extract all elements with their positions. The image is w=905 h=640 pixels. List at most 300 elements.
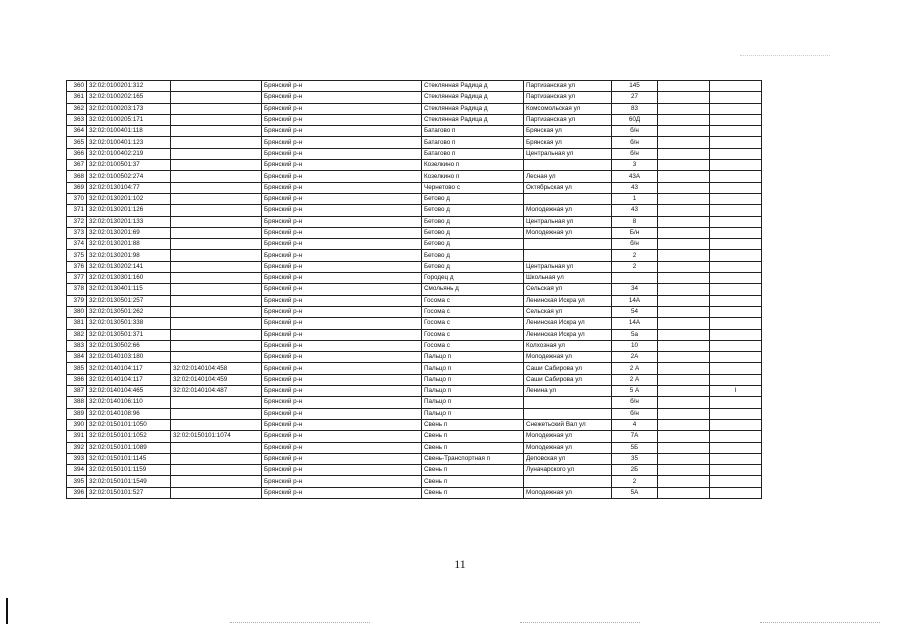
- table-row: [67, 487, 762, 498]
- street-cell: Партизанская ул: [524, 81, 612, 92]
- scan-artifact-bottom: [230, 622, 370, 624]
- district-cell: Брянский р-н: [262, 92, 422, 103]
- linked-cadastral-number-cell: [171, 114, 262, 125]
- extra-col-1-cell: [658, 295, 710, 306]
- extra-col-2-cell: [710, 216, 762, 227]
- cadastral-number-cell: 32:02:0150101:1159: [87, 465, 171, 476]
- settlement-cell: Пальцо п: [422, 374, 524, 385]
- cadastral-number-cell: 32:02:0130501:257: [87, 295, 171, 306]
- extra-col-2-cell: [710, 273, 762, 284]
- street-cell: Сельская ул: [524, 306, 612, 317]
- house-number-cell: 10: [612, 340, 658, 351]
- linked-cadastral-number-cell: [171, 137, 262, 148]
- settlement-cell: Городец д: [422, 273, 524, 284]
- cadastral-number-cell: 32:02:0140108:96: [87, 408, 171, 419]
- district-cell: Брянский р-н: [262, 193, 422, 204]
- row-number-cell: 366: [67, 148, 87, 159]
- scan-edge-mark: [6, 598, 8, 624]
- extra-col-2-cell: [710, 487, 762, 498]
- district-cell: Брянский р-н: [262, 408, 422, 419]
- street-cell: Брянская ул: [524, 137, 612, 148]
- linked-cadastral-number-cell: [171, 239, 262, 250]
- extra-col-2-cell: [710, 408, 762, 419]
- linked-cadastral-number-cell: 32:02:0140104:459: [171, 374, 262, 385]
- extra-col-2-cell: [710, 318, 762, 329]
- street-cell: [524, 160, 612, 171]
- settlement-cell: Батагово п: [422, 137, 524, 148]
- extra-col-1-cell: [658, 386, 710, 397]
- extra-col-1-cell: [658, 487, 710, 498]
- row-number-cell: 361: [67, 92, 87, 103]
- linked-cadastral-number-cell: [171, 295, 262, 306]
- district-cell: Брянский р-н: [262, 465, 422, 476]
- linked-cadastral-number-cell: [171, 92, 262, 103]
- street-cell: Деповская ул: [524, 453, 612, 464]
- row-number-cell: 384: [67, 352, 87, 363]
- table-row: [67, 239, 762, 250]
- cadastral-number-cell: 32:02:0140104:117: [87, 363, 171, 374]
- cadastral-number-cell: 32:02:0150101:1089: [87, 442, 171, 453]
- district-cell: Брянский р-н: [262, 295, 422, 306]
- settlement-cell: Козелкино п: [422, 171, 524, 182]
- table-row: [67, 205, 762, 216]
- table-row: [67, 431, 762, 442]
- house-number-cell: 8: [612, 216, 658, 227]
- extra-col-2-cell: [710, 431, 762, 442]
- linked-cadastral-number-cell: [171, 453, 262, 464]
- settlement-cell: Госома с: [422, 295, 524, 306]
- street-cell: Саши Сабирова ул: [524, 374, 612, 385]
- cadastral-number-cell: 32:02:0140104:465: [87, 386, 171, 397]
- cadastral-number-cell: 32:02:0150101:527: [87, 487, 171, 498]
- table-row: [67, 182, 762, 193]
- district-cell: Брянский р-н: [262, 126, 422, 137]
- district-cell: Брянский р-н: [262, 81, 422, 92]
- cadastral-number-cell: 32:02:0100203:173: [87, 103, 171, 114]
- row-number-cell: 368: [67, 171, 87, 182]
- linked-cadastral-number-cell: [171, 419, 262, 430]
- extra-col-1-cell: [658, 216, 710, 227]
- scan-artifact-bottom: [520, 622, 640, 624]
- row-number-cell: 385: [67, 363, 87, 374]
- extra-col-1-cell: [658, 92, 710, 103]
- cadastral-number-cell: 32:02:0130201:133: [87, 216, 171, 227]
- extra-col-1-cell: [658, 431, 710, 442]
- house-number-cell: 60Д: [612, 114, 658, 125]
- street-cell: Школьная ул: [524, 273, 612, 284]
- cadastral-number-cell: 32:02:0100202:165: [87, 92, 171, 103]
- settlement-cell: Бетово д: [422, 193, 524, 204]
- scan-artifact-top: [740, 55, 830, 57]
- house-number-cell: 5А: [612, 487, 658, 498]
- row-number-cell: 364: [67, 126, 87, 137]
- street-cell: [524, 408, 612, 419]
- row-number-cell: 362: [67, 103, 87, 114]
- row-number-cell: 389: [67, 408, 87, 419]
- district-cell: Брянский р-н: [262, 103, 422, 114]
- cadastral-number-cell: 32:02:0130201:98: [87, 250, 171, 261]
- extra-col-1-cell: [658, 239, 710, 250]
- linked-cadastral-number-cell: [171, 250, 262, 261]
- linked-cadastral-number-cell: [171, 171, 262, 182]
- extra-col-1-cell: [658, 103, 710, 114]
- extra-col-2-cell: [710, 476, 762, 487]
- linked-cadastral-number-cell: [171, 397, 262, 408]
- row-number-cell: 375: [67, 250, 87, 261]
- house-number-cell: 43: [612, 205, 658, 216]
- cadastral-number-cell: 32:02:0100401:123: [87, 137, 171, 148]
- house-number-cell: 2: [612, 476, 658, 487]
- extra-col-1-cell: [658, 171, 710, 182]
- district-cell: Брянский р-н: [262, 137, 422, 148]
- street-cell: Молодежная ул: [524, 431, 612, 442]
- street-cell: Комсомольская ул: [524, 103, 612, 114]
- cadastral-number-cell: 32:02:0100205:171: [87, 114, 171, 125]
- extra-col-1-cell: [658, 250, 710, 261]
- cadastral-number-cell: 32:02:0100201:312: [87, 81, 171, 92]
- cadastral-number-cell: 32:02:0130301:160: [87, 273, 171, 284]
- table-row: [67, 419, 762, 430]
- linked-cadastral-number-cell: [171, 126, 262, 137]
- settlement-cell: Свень п: [422, 419, 524, 430]
- street-cell: Снежетьский Вал ул: [524, 419, 612, 430]
- district-cell: Брянский р-н: [262, 442, 422, 453]
- extra-col-2-cell: [710, 250, 762, 261]
- row-number-cell: 393: [67, 453, 87, 464]
- settlement-cell: Бетово д: [422, 205, 524, 216]
- extra-col-1-cell: [658, 465, 710, 476]
- linked-cadastral-number-cell: 32:02:0150101:1074: [171, 431, 262, 442]
- linked-cadastral-number-cell: [171, 352, 262, 363]
- settlement-cell: Пальцо п: [422, 408, 524, 419]
- extra-col-1-cell: [658, 408, 710, 419]
- extra-col-2-cell: [710, 340, 762, 351]
- street-cell: Центральная ул: [524, 148, 612, 159]
- extra-col-2-cell: [710, 92, 762, 103]
- register-table: [66, 80, 762, 499]
- house-number-cell: 7А: [612, 431, 658, 442]
- table-row: [67, 306, 762, 317]
- cadastral-number-cell: 32:02:0130201:69: [87, 227, 171, 238]
- house-number-cell: 2Б: [612, 465, 658, 476]
- cadastral-number-cell: 32:02:0140103:180: [87, 352, 171, 363]
- row-number-cell: 390: [67, 419, 87, 430]
- extra-col-1-cell: [658, 273, 710, 284]
- extra-col-2-cell: [710, 114, 762, 125]
- extra-col-1-cell: [658, 126, 710, 137]
- street-cell: Молодежная ул: [524, 442, 612, 453]
- extra-col-2-cell: [710, 126, 762, 137]
- extra-col-1-cell: [658, 261, 710, 272]
- linked-cadastral-number-cell: [171, 340, 262, 351]
- settlement-cell: Свень п: [422, 487, 524, 498]
- table-row: [67, 171, 762, 182]
- street-cell: Центральная ул: [524, 261, 612, 272]
- cadastral-number-cell: 32:02:0140106:110: [87, 397, 171, 408]
- table-row: [67, 81, 762, 92]
- extra-col-1-cell: [658, 340, 710, 351]
- extra-col-2-cell: [710, 329, 762, 340]
- extra-col-1-cell: [658, 114, 710, 125]
- extra-col-1-cell: [658, 363, 710, 374]
- linked-cadastral-number-cell: [171, 318, 262, 329]
- linked-cadastral-number-cell: [171, 408, 262, 419]
- row-number-cell: 387: [67, 386, 87, 397]
- extra-col-2-cell: [710, 397, 762, 408]
- row-number-cell: 377: [67, 273, 87, 284]
- settlement-cell: Бетово д: [422, 261, 524, 272]
- district-cell: Брянский р-н: [262, 352, 422, 363]
- house-number-cell: 35: [612, 453, 658, 464]
- settlement-cell: Пальцо п: [422, 352, 524, 363]
- extra-col-1-cell: [658, 453, 710, 464]
- cadastral-number-cell: 32:02:0140104:117: [87, 374, 171, 385]
- settlement-cell: Свень п: [422, 465, 524, 476]
- street-cell: [524, 239, 612, 250]
- table-row: [67, 363, 762, 374]
- extra-col-1-cell: [658, 419, 710, 430]
- extra-col-1-cell: [658, 137, 710, 148]
- district-cell: Брянский р-н: [262, 239, 422, 250]
- street-cell: Лесная ул: [524, 171, 612, 182]
- extra-col-1-cell: [658, 205, 710, 216]
- extra-col-1-cell: [658, 148, 710, 159]
- settlement-cell: Стеклянная Радица д: [422, 103, 524, 114]
- row-number-cell: 370: [67, 193, 87, 204]
- extra-col-2-cell: [710, 182, 762, 193]
- house-number-cell: 5 А: [612, 386, 658, 397]
- district-cell: Брянский р-н: [262, 318, 422, 329]
- table-row: [67, 193, 762, 204]
- row-number-cell: 380: [67, 306, 87, 317]
- linked-cadastral-number-cell: [171, 284, 262, 295]
- extra-col-2-cell: [710, 227, 762, 238]
- row-number-cell: 376: [67, 261, 87, 272]
- district-cell: Брянский р-н: [262, 329, 422, 340]
- extra-col-2-cell: [710, 148, 762, 159]
- table-row: [67, 340, 762, 351]
- extra-col-2-cell: I: [710, 386, 762, 397]
- house-number-cell: б/н: [612, 408, 658, 419]
- house-number-cell: 4: [612, 419, 658, 430]
- settlement-cell: Стеклянная Радица д: [422, 114, 524, 125]
- table-row: [67, 250, 762, 261]
- linked-cadastral-number-cell: [171, 216, 262, 227]
- table-row: [67, 397, 762, 408]
- table-row: [67, 273, 762, 284]
- settlement-cell: Госома с: [422, 306, 524, 317]
- settlement-cell: Чернетово с: [422, 182, 524, 193]
- house-number-cell: 43А: [612, 171, 658, 182]
- extra-col-2-cell: [710, 160, 762, 171]
- table-row: [67, 465, 762, 476]
- extra-col-1-cell: [658, 160, 710, 171]
- linked-cadastral-number-cell: 32:02:0140104:458: [171, 363, 262, 374]
- settlement-cell: Пальцо п: [422, 397, 524, 408]
- district-cell: Брянский р-н: [262, 284, 422, 295]
- settlement-cell: Госома с: [422, 318, 524, 329]
- house-number-cell: 3: [612, 160, 658, 171]
- settlement-cell: Свень п: [422, 476, 524, 487]
- linked-cadastral-number-cell: [171, 160, 262, 171]
- settlement-cell: Пальцо п: [422, 386, 524, 397]
- linked-cadastral-number-cell: [171, 465, 262, 476]
- extra-col-1-cell: [658, 284, 710, 295]
- row-number-cell: 394: [67, 465, 87, 476]
- table-row: [67, 126, 762, 137]
- table-row: [67, 453, 762, 464]
- row-number-cell: 391: [67, 431, 87, 442]
- table-row: [67, 261, 762, 272]
- linked-cadastral-number-cell: [171, 329, 262, 340]
- house-number-cell: 14А: [612, 318, 658, 329]
- street-cell: Центральная ул: [524, 216, 612, 227]
- extra-col-1-cell: [658, 81, 710, 92]
- extra-col-1-cell: [658, 397, 710, 408]
- house-number-cell: б/н: [612, 148, 658, 159]
- settlement-cell: Госома с: [422, 340, 524, 351]
- row-number-cell: 369: [67, 182, 87, 193]
- table-row: [67, 227, 762, 238]
- cadastral-number-cell: 32:02:0130501:262: [87, 306, 171, 317]
- cadastral-number-cell: 32:02:0130202:141: [87, 261, 171, 272]
- row-number-cell: 373: [67, 227, 87, 238]
- table-row: [67, 442, 762, 453]
- row-number-cell: 363: [67, 114, 87, 125]
- linked-cadastral-number-cell: 32:02:0140104:487: [171, 386, 262, 397]
- extra-col-2-cell: [710, 442, 762, 453]
- house-number-cell: 1: [612, 193, 658, 204]
- district-cell: Брянский р-н: [262, 340, 422, 351]
- linked-cadastral-number-cell: [171, 205, 262, 216]
- extra-col-2-cell: [710, 193, 762, 204]
- street-cell: Молодежная ул: [524, 227, 612, 238]
- district-cell: Брянский р-н: [262, 273, 422, 284]
- table-row: [67, 103, 762, 114]
- extra-col-2-cell: [710, 374, 762, 385]
- cadastral-number-cell: 32:02:0130201:88: [87, 239, 171, 250]
- cadastral-number-cell: 32:02:0150101:1549: [87, 476, 171, 487]
- extra-col-2-cell: [710, 352, 762, 363]
- house-number-cell: 145: [612, 81, 658, 92]
- street-cell: Брянская ул: [524, 126, 612, 137]
- extra-col-1-cell: [658, 182, 710, 193]
- cadastral-number-cell: 32:02:0100401:118: [87, 126, 171, 137]
- row-number-cell: 374: [67, 239, 87, 250]
- district-cell: Брянский р-н: [262, 160, 422, 171]
- table-row: [67, 160, 762, 171]
- row-number-cell: 379: [67, 295, 87, 306]
- linked-cadastral-number-cell: [171, 273, 262, 284]
- house-number-cell: б/н: [612, 126, 658, 137]
- extra-col-1-cell: [658, 227, 710, 238]
- street-cell: Молодежная ул: [524, 487, 612, 498]
- house-number-cell: б/н: [612, 397, 658, 408]
- cadastral-number-cell: 32:02:0100402:219: [87, 148, 171, 159]
- cadastral-number-cell: 32:02:0130401:115: [87, 284, 171, 295]
- cadastral-number-cell: 32:02:0130201:126: [87, 205, 171, 216]
- table-body: [67, 81, 762, 499]
- district-cell: Брянский р-н: [262, 363, 422, 374]
- house-number-cell: 2 А: [612, 374, 658, 385]
- row-number-cell: 392: [67, 442, 87, 453]
- extra-col-2-cell: [710, 137, 762, 148]
- house-number-cell: 54: [612, 306, 658, 317]
- district-cell: Брянский р-н: [262, 182, 422, 193]
- house-number-cell: 83: [612, 103, 658, 114]
- table-row: [67, 386, 762, 397]
- cadastral-number-cell: 32:02:0150101:1050: [87, 419, 171, 430]
- row-number-cell: 360: [67, 81, 87, 92]
- house-number-cell: 5а: [612, 329, 658, 340]
- street-cell: Луначарского ул: [524, 465, 612, 476]
- linked-cadastral-number-cell: [171, 487, 262, 498]
- page-number: 11: [454, 557, 466, 571]
- house-number-cell: 5Б: [612, 442, 658, 453]
- settlement-cell: Бетово д: [422, 216, 524, 227]
- house-number-cell: б/н: [612, 137, 658, 148]
- district-cell: Брянский р-н: [262, 419, 422, 430]
- linked-cadastral-number-cell: [171, 148, 262, 159]
- street-cell: [524, 397, 612, 408]
- linked-cadastral-number-cell: [171, 476, 262, 487]
- extra-col-2-cell: [710, 261, 762, 272]
- row-number-cell: 386: [67, 374, 87, 385]
- district-cell: Брянский р-н: [262, 386, 422, 397]
- street-cell: Партизанская ул: [524, 114, 612, 125]
- table-row: [67, 329, 762, 340]
- settlement-cell: Госома с: [422, 329, 524, 340]
- district-cell: Брянский р-н: [262, 148, 422, 159]
- house-number-cell: 2 А: [612, 363, 658, 374]
- scan-artifact-bottom: [760, 622, 880, 624]
- house-number-cell: 14А: [612, 295, 658, 306]
- extra-col-1-cell: [658, 374, 710, 385]
- district-cell: Брянский р-н: [262, 250, 422, 261]
- district-cell: Брянский р-н: [262, 397, 422, 408]
- extra-col-1-cell: [658, 442, 710, 453]
- cadastral-number-cell: 32:02:0100501:37: [87, 160, 171, 171]
- district-cell: Брянский р-н: [262, 114, 422, 125]
- street-cell: [524, 193, 612, 204]
- settlement-cell: Пальцо п: [422, 363, 524, 374]
- extra-col-1-cell: [658, 306, 710, 317]
- house-number-cell: [612, 273, 658, 284]
- row-number-cell: 365: [67, 137, 87, 148]
- row-number-cell: 396: [67, 487, 87, 498]
- linked-cadastral-number-cell: [171, 182, 262, 193]
- table-row: [67, 476, 762, 487]
- settlement-cell: Батагово п: [422, 126, 524, 137]
- settlement-cell: Смольянь д: [422, 284, 524, 295]
- row-number-cell: 378: [67, 284, 87, 295]
- settlement-cell: Стеклянная Радица д: [422, 92, 524, 103]
- settlement-cell: Батагово п: [422, 148, 524, 159]
- house-number-cell: б/н: [612, 239, 658, 250]
- district-cell: Брянский р-н: [262, 216, 422, 227]
- house-number-cell: 34: [612, 284, 658, 295]
- linked-cadastral-number-cell: [171, 193, 262, 204]
- linked-cadastral-number-cell: [171, 227, 262, 238]
- extra-col-2-cell: [710, 295, 762, 306]
- extra-col-2-cell: [710, 81, 762, 92]
- cadastral-number-cell: 32:02:0100502:274: [87, 171, 171, 182]
- house-number-cell: Б/н: [612, 227, 658, 238]
- street-cell: Ленинская Искра ул: [524, 318, 612, 329]
- extra-col-2-cell: [710, 239, 762, 250]
- street-cell: Молодежная ул: [524, 205, 612, 216]
- street-cell: Молодежная ул: [524, 352, 612, 363]
